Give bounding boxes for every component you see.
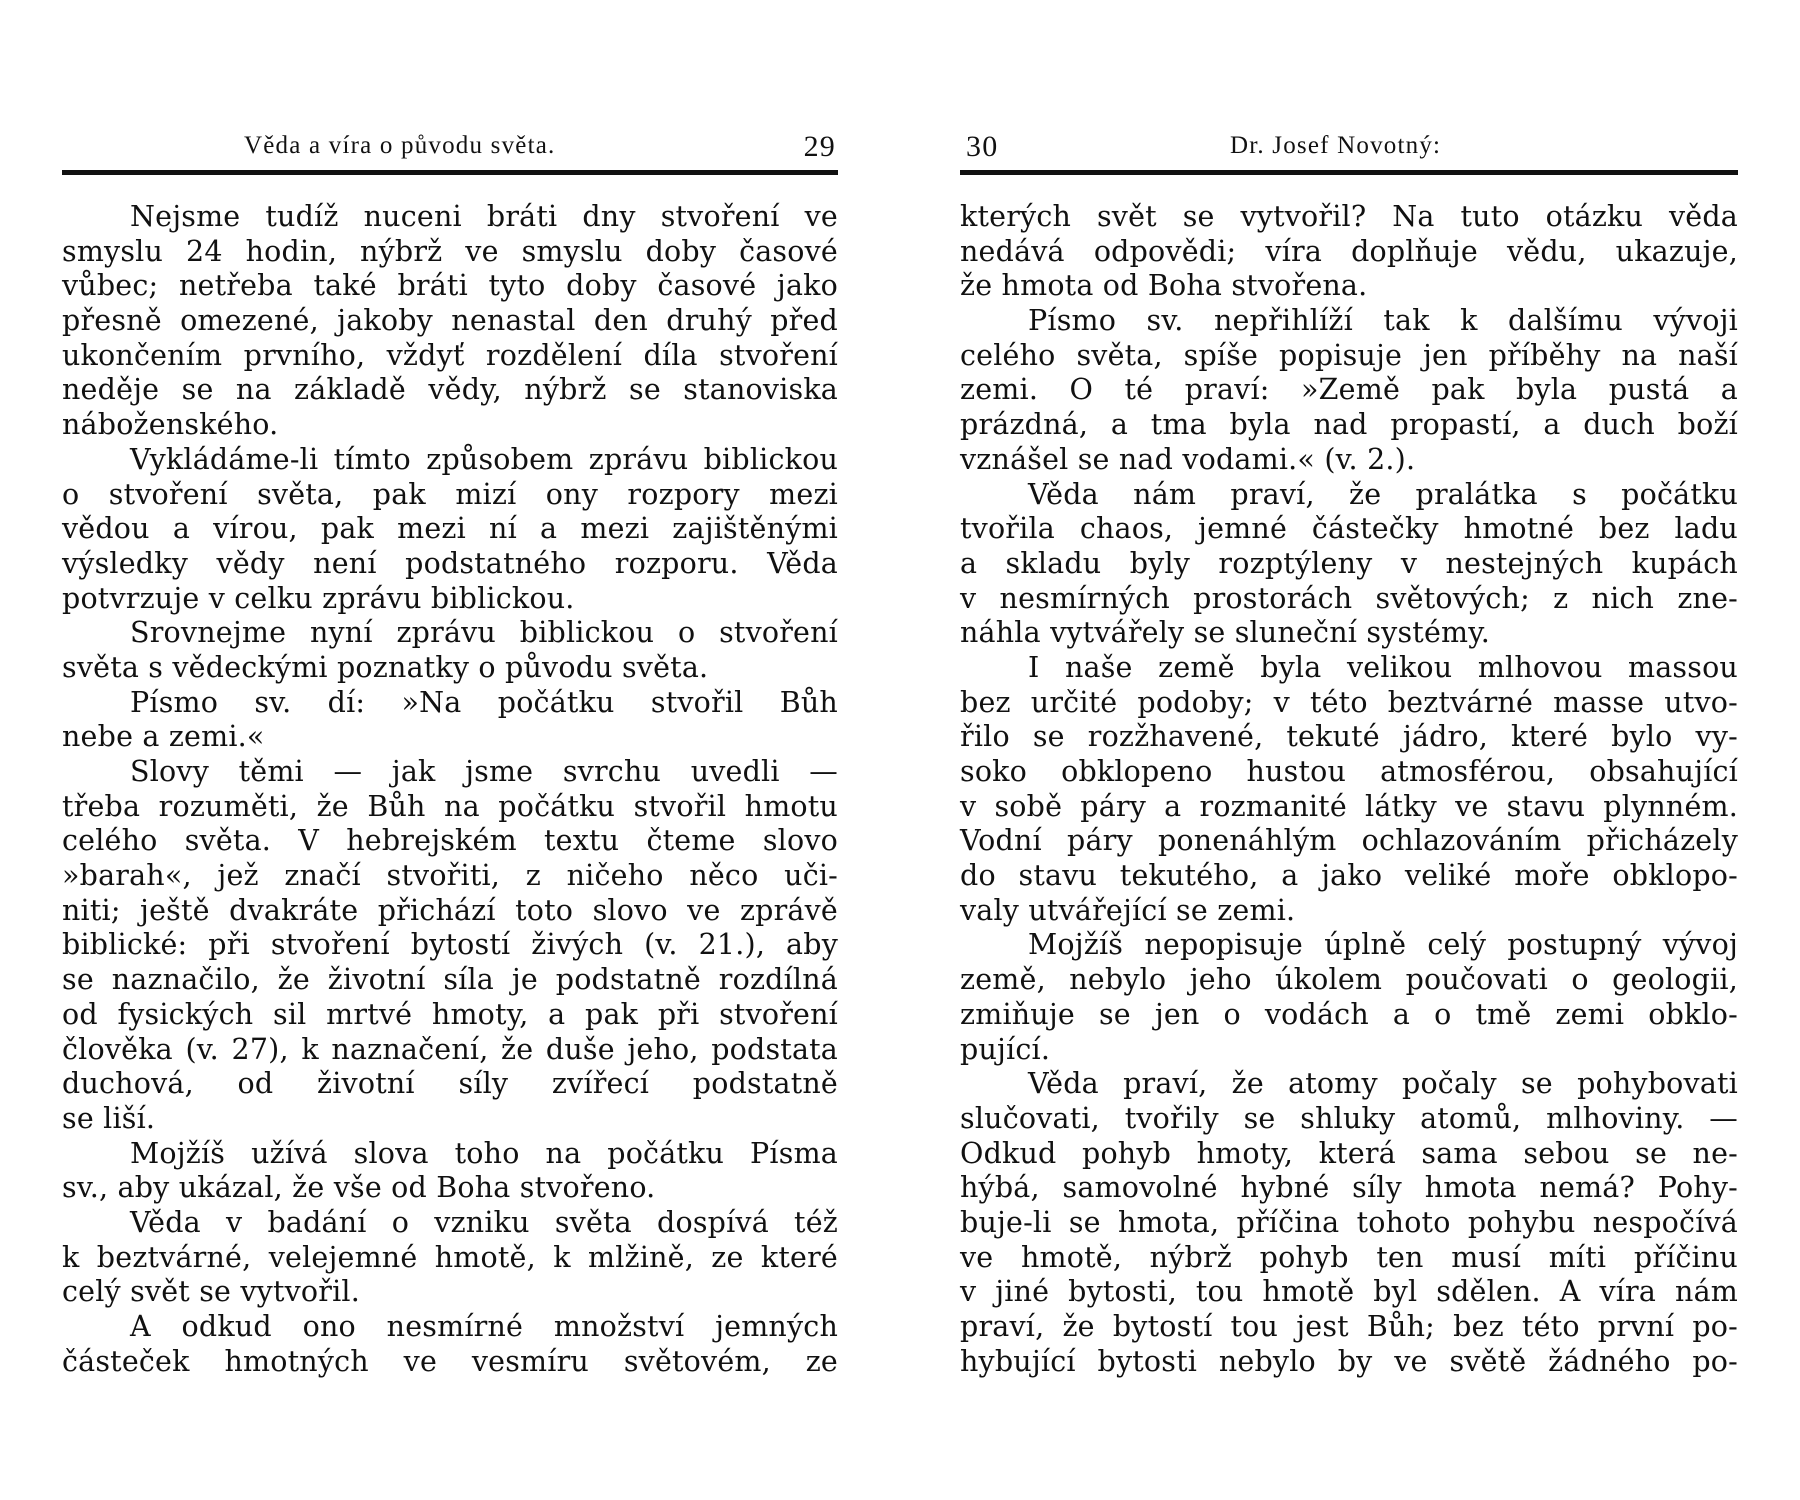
text-line: Nejsme tudíž nuceni bráti dny stvoření ve [130,200,838,233]
text-line: v sobě páry a rozmanité látky ve stavu plynném. [960,789,1738,823]
text-line: zemi. O té praví: »Země pak byla pustá a [960,373,1738,407]
text-line: hýbá, samovolné hybné síly hmota nemá? Pohy- [960,1171,1738,1205]
text-line: v nesmírných prostorách světových; z nich zne- [960,581,1738,615]
text-line: do stavu tekutého, a jako veliké moře obklopo- [960,859,1738,893]
text-line: sv., aby ukázal, že vše od Boha stvořeno. [62,1171,656,1205]
text-line: výsledky vědy není podstatného rozporu. Věda [62,546,838,580]
text-line: valy utvářející se zemi. [960,893,1296,927]
text-line: biblické: při stvoření bytostí živých (v. 21.), aby [62,928,838,962]
text-line: že hmota od Boha stvořena. [960,269,1368,303]
text-line: niti; ještě dvakráte přichází toto slovo ve zprávě [62,893,838,927]
text-line: bez určité podoby; v této beztvárné masse utvo- [960,685,1738,719]
left-page-header [62,126,838,166]
text-line: Slovy těmi — jak jsme svrchu uvedli — [130,755,838,788]
text-line: ve hmotě, nýbrž pohyb ten musí míti příčinu [960,1240,1738,1274]
text-line: se naznačilo, že životní síla je podstatně rozdílná [62,963,838,997]
text-line: ukončením prvního, vždyť rozdělení díla stvoření [62,338,838,372]
text-line: neděje se na základě vědy, nýbrž se stanoviska [62,373,838,407]
text-line: kterých svět se vytvořil? Na tuto otázku věda [960,200,1738,233]
text-line: částeček hmotných ve vesmíru světovém, ze [62,1344,838,1378]
text-line: celého světa. V hebrejském textu čteme slovo [62,824,838,858]
text-line: v jiné bytosti, tou hmotě byl sdělen. A víra nám [960,1275,1738,1309]
text-line: přesně omezené, jakoby nenastal den druhý před [62,304,838,338]
running-title: Dr. Josef Novotný: [1230,132,1442,159]
text-line: o stvoření světa, pak mizí ony rozpory mezi [62,477,838,511]
text-line: tvořila chaos, jemné částečky hmotné bez ladu [960,512,1738,546]
text-line: nedává odpovědi; víra doplňuje vědu, ukazuje, [960,234,1738,268]
text-line: Věda nám praví, že pralátka s počátku [1028,477,1738,511]
text-line: řilo se rozžhavené, tekuté jádro, které bylo vy- [960,720,1738,754]
text-line: prázdná, a tma byla nad propastí, a duch boží [960,408,1738,442]
text-line: slučovati, tvořily se shluky atomů, mlhoviny. — [960,1101,1738,1135]
text-line: Mojžíš nepopisuje úplně celý postupný vývoj [1028,928,1738,962]
text-line: zmiňuje se jen o vodách a o tmě zemi obklo- [960,997,1738,1031]
text-line: třeba rozuměti, že Bůh na počátku stvořil hmotu [62,789,838,823]
text-line: I naše země byla velikou mlhovou massou [1028,650,1738,684]
text-line: pující. [960,1032,1051,1066]
text-line: vznášel se nad vodami.« (v. 2.). [960,442,1416,476]
left-page-text [62,200,838,1379]
text-line: vědou a vírou, pak mezi ní a mezi zajištěnými [62,512,838,546]
text-line: náhla vytvářely se sluneční systémy. [960,616,1491,650]
text-line: »barah«, jež značí stvořiti, z ničeho něco uči- [62,859,838,893]
text-line: vůbec; netřeba také bráti tyto doby časové jako [62,269,838,303]
text-line: k beztvárné, velejemné hmotě, k mlžině, ze které [62,1240,838,1274]
text-line: země, nebylo jeho úkolem poučovati o geologii, [960,963,1738,997]
text-line: Věda v badání o vzniku světa dospívá též [130,1205,838,1239]
text-line: soko obklopeno hustou atmosférou, obsahující [960,755,1738,788]
text-line: Písmo sv. nepřihlíží tak k dalšímu vývoji [1028,304,1738,338]
text-line: a skladu byly rozptýleny v nestejných kupách [960,546,1738,580]
text-line: praví, že bytostí tou jest Bůh; bez této první po- [960,1310,1738,1343]
text-line: Vykládáme-li tímto způsobem zprávu biblickou [130,442,838,476]
text-line: Vodní páry ponenáhlým ochlazováním přicházely [960,824,1738,858]
text-line: Mojžíš užívá slova toho na počátku Písma [130,1136,838,1170]
text-line: Srovnejme nyní zprávu biblickou o stvoření [130,616,838,650]
text-line: náboženského. [62,408,279,442]
right-page-text [960,200,1738,1379]
running-title: Věda a víra o původu světa. [244,132,556,159]
text-line: světa s vědeckými poznatky o původu světa. [62,650,709,684]
text-line: A odkud ono nesmírné množství jemných [130,1310,838,1343]
page-number: 30 [966,130,999,163]
text-line: hybující bytosti nebylo by ve světě žádného po- [960,1344,1738,1378]
text-line: buje-li se hmota, příčina tohoto pohybu nespočívá [960,1205,1738,1239]
text-line: celý svět se vytvořil. [62,1275,360,1309]
text-line: celého světa, spíše popisuje jen příběhy na naší [960,338,1738,372]
text-line: od fysických sil mrtvé hmoty, a pak při stvoření [62,997,838,1031]
page-number: 29 [803,130,836,163]
left-page [62,0,838,1500]
text-line: Písmo sv. dí: »Na počátku stvořil Bůh [130,685,838,719]
text-line: Věda praví, že atomy počaly se pohybovati [1028,1067,1738,1101]
header-rule [960,170,1738,175]
text-line: duchová, od životní síly zvířecí podstatně [62,1067,838,1101]
text-line: smyslu 24 hodin, nýbrž ve smyslu doby časové [62,234,838,268]
text-line: nebe a zemi.« [62,720,265,754]
text-line: se liší. [62,1101,156,1135]
text-line: Odkud pohyb hmoty, která sama sebou se ne- [960,1136,1738,1170]
header-rule [62,170,838,175]
text-line: potvrzuje v celku zprávu biblickou. [62,581,575,615]
right-page [960,0,1738,1500]
right-page-header [960,126,1738,166]
text-line: člověka (v. 27), k naznačení, že duše jeho, podstata [62,1032,838,1066]
